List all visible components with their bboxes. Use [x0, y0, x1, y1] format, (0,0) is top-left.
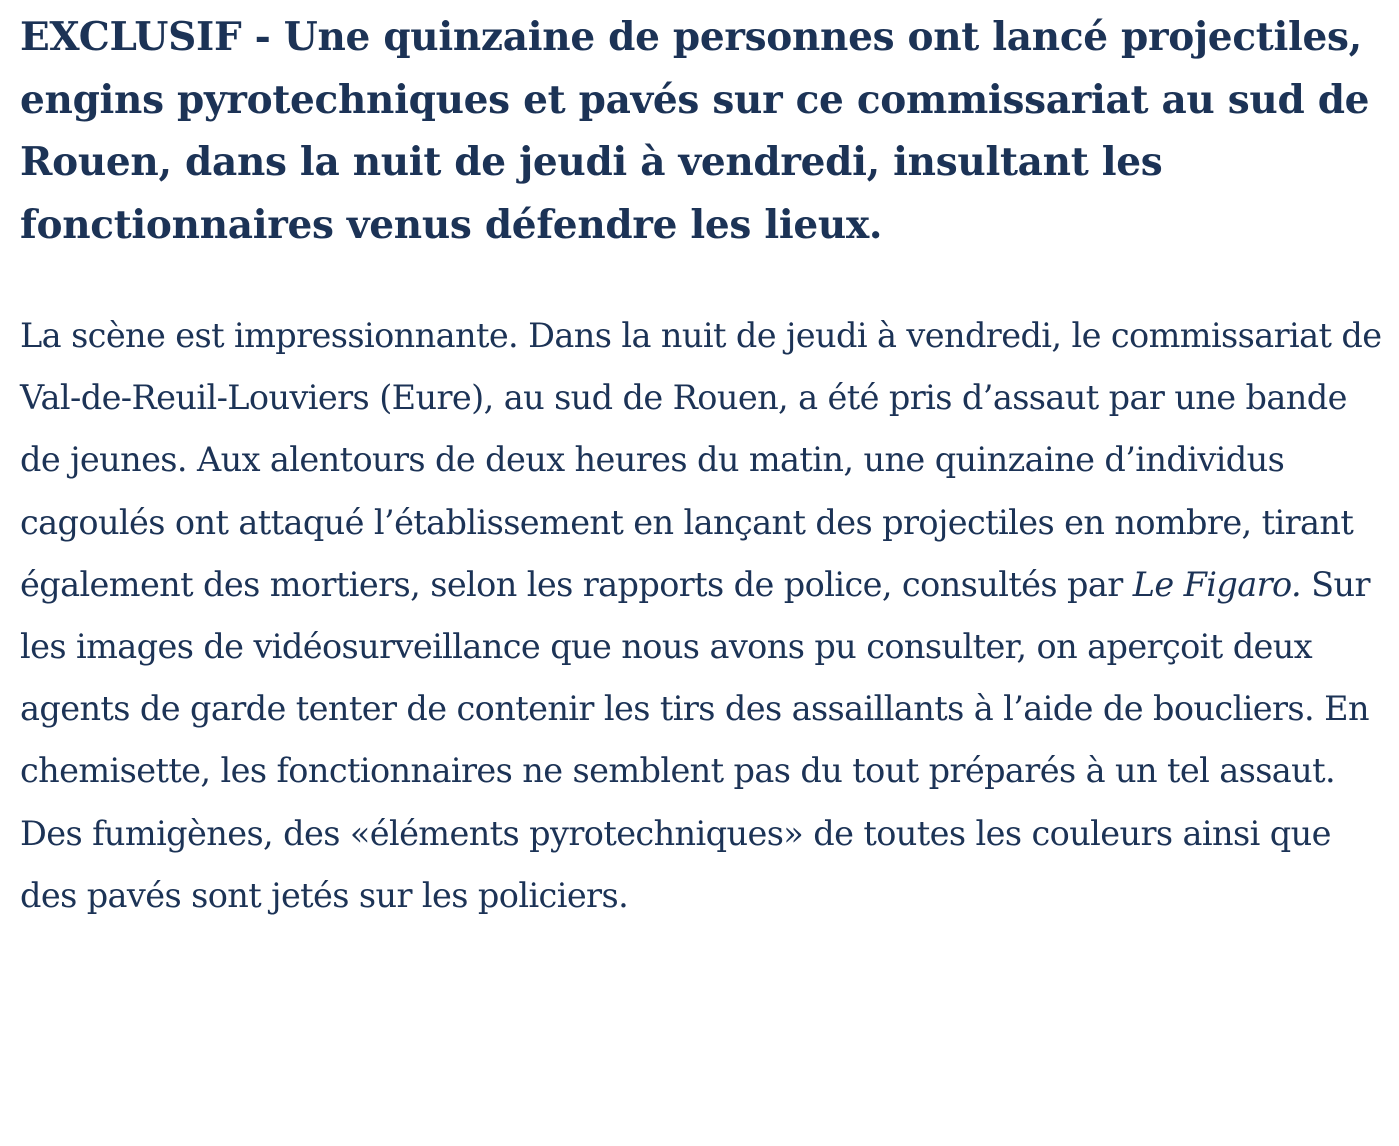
article [20, 6, 1385, 927]
article-lead: EXCLUSIF - Une quinzaine de personnes ont lancé projectiles, engins pyrotechniques et pavés sur ce commissariat au sud de Rouen, dans la nuit de jeudi à vendredi, insultant les fonctionnaires venus défendre les lieux. [20, 14, 1370, 248]
paragraph-text-part-2: Sur les images de vidéosurveillance que nous avons pu consulter, on aperçoit deux agents de garde tenter de contenir les tirs des assaillants à l’aide de boucliers. En chemisette, les fonctionnaires ne semblent pas du tout préparés à un tel assaut. Des fumigènes, des «éléments pyrotechniques» de toutes les couleurs ainsi que des pavés sont jetés sur les policiers. [20, 564, 1370, 915]
paragraph-text-part-1: La scène est impressionnante. Dans la nuit de jeudi à vendredi, le commissariat de Val-de-Reuil-Louviers (Eure), au sud de Rouen, a été pris d’assaut par une bande de jeunes. Aux alentours de deux heures du matin, une quinzaine d’individus cagoulés ont attaqué l’établissement en lançant des projectiles en nombre, tirant également des mortiers, selon les rapports de police, consultés par [20, 316, 1382, 604]
article-paragraph [20, 305, 1385, 927]
source-name: Le Figaro. [1132, 564, 1302, 604]
